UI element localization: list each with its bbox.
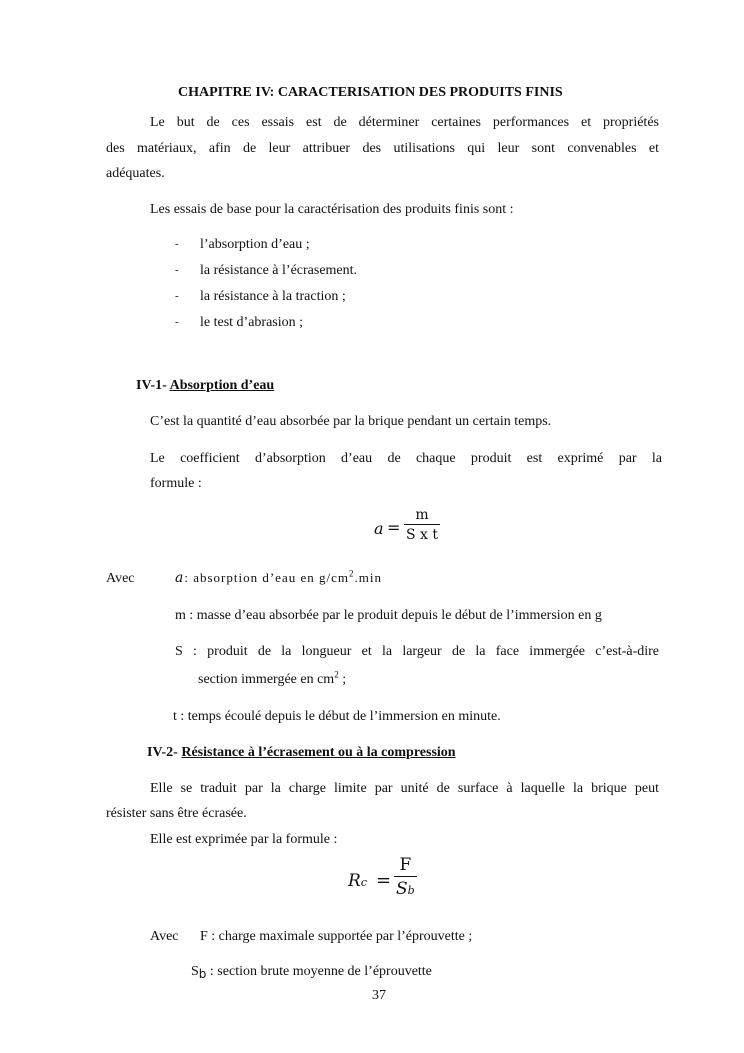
avec-label-2: Avec	[150, 929, 179, 944]
section-2-title: Résistance à l’écrasement ou à la compression	[181, 745, 456, 760]
def-a-symbol: a	[175, 570, 185, 586]
section-2-para-2: Elle est exprimée par la formule :	[150, 832, 338, 847]
intro-line-2: des matériaux, afin de leur attribuer des utilisations qui leur sont convenables et	[106, 141, 659, 156]
def-a	[175, 570, 382, 586]
section-1-heading	[136, 378, 274, 394]
def-a-sup: 2	[349, 568, 355, 579]
intro-line-3: adéquates.	[106, 166, 165, 181]
formula-lhs: a	[374, 519, 384, 538]
formula-2-fraction	[394, 855, 417, 899]
def-sb-symbol: S	[191, 964, 199, 979]
formula-numerator: m	[415, 507, 429, 523]
def-s-text: section immergée en cm	[198, 672, 335, 687]
page-number: 37	[372, 988, 386, 1003]
formula-2-den-sub: b	[407, 884, 415, 897]
section-2-heading	[147, 745, 456, 761]
list-dash: -	[175, 290, 179, 302]
list-item-text: la résistance à la traction ;	[200, 289, 346, 304]
list-dash: -	[175, 238, 179, 250]
list-item-text: le test d’abrasion ;	[200, 315, 304, 330]
tests-intro: Les essais de base pour la caractérisation des produits finis sont :	[150, 202, 514, 217]
section-2-para-1-line-1: Elle se traduit par la charge limite par unité de surface à laquelle la brique peut	[150, 781, 659, 796]
def-s-tail: ;	[338, 672, 347, 687]
section-2-para-1-line-2: résister sans être écrasée.	[106, 806, 247, 821]
formula-2-equals: =	[376, 870, 392, 891]
avec-label-1: Avec	[106, 571, 135, 586]
def-a-tail: .min	[354, 570, 382, 585]
formula-2-denominator	[394, 876, 417, 899]
def-sb-sub: b	[198, 967, 207, 981]
formula-2-lhs-sub: c	[360, 876, 367, 889]
formula-2-numerator: F	[399, 855, 412, 875]
def-s-line-1: S : produit de la longueur et la largeur de la face immergée c’est-à-dire	[175, 644, 659, 659]
formula-denominator: S x t	[404, 524, 440, 543]
list-dash: -	[175, 264, 179, 276]
list-item-text: la résistance à l’écrasement.	[200, 263, 358, 278]
def-s-line-2	[198, 669, 347, 688]
formula-equals: =	[387, 518, 401, 537]
def-f: F : charge maximale supportée par l’éprouvette ;	[200, 929, 473, 944]
formula-fraction	[404, 507, 440, 543]
formula-2-lhs-symbol: R	[348, 871, 361, 891]
def-sb	[191, 964, 432, 981]
section-1-para-1: C’est la quantité d’eau absorbée par la brique pendant un certain temps.	[150, 414, 552, 429]
list-dash: -	[175, 316, 179, 328]
list-item-text: l’absorption d’eau ;	[200, 237, 310, 252]
def-s-sup: 2	[334, 669, 339, 680]
section-1-para-2-line-2: formule :	[150, 476, 202, 491]
chapter-title: CHAPITRE IV: CARACTERISATION DES PRODUITS FINIS	[178, 85, 563, 100]
intro-line-1: Le but de ces essais est de déterminer certaines performances et propriétés	[150, 115, 659, 130]
def-t: t : temps écoulé depuis le début de l’immersion en minute.	[173, 709, 501, 724]
section-1-number: IV-1-	[136, 378, 167, 393]
section-1-title: Absorption d’eau	[169, 378, 275, 393]
section-2-number: IV-2-	[147, 745, 178, 760]
def-m: m : masse d’eau absorbée par le produit depuis le début de l’immersion en g	[175, 608, 602, 623]
def-a-text: : absorption d’eau en g/cm	[184, 570, 349, 585]
def-sb-text: : section brute moyenne de l’éprouvette	[206, 964, 432, 979]
formula-2-den-symbol: S	[396, 879, 408, 899]
formula-2-lhs	[348, 871, 367, 891]
section-1-para-2-line-1: Le coefficient d’absorption d’eau de chaque produit est exprimé par la	[150, 451, 662, 466]
